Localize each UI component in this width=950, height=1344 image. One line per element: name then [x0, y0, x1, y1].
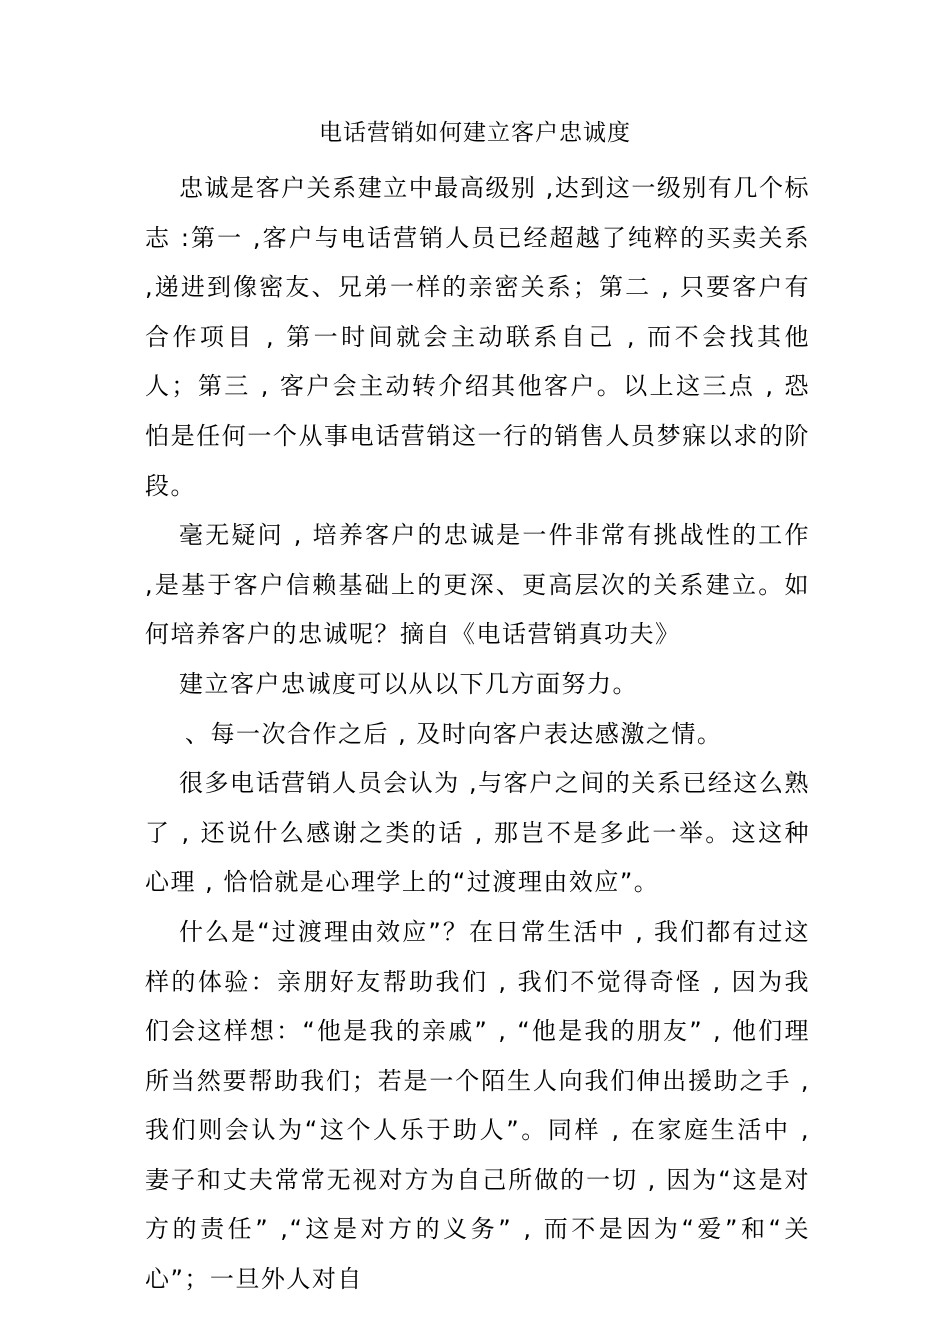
paragraph: 毫无疑问 , 培养客户的忠诚是一件非常有挑战性的工作 ,是基于客户信赖基础上的更深、更高层次的关系建立。如何培养客户的忠诚呢？摘自《电话营销真功夫》: [145, 521, 810, 649]
document-title: 电话营销如何建立客户忠诚度: [319, 120, 631, 146]
paragraph: 忠诚是客户关系建立中最高级别 ,达到这一级别有几个标志 :第一 ,客户与电话营销人员已经超越了纯粹的买卖关系 ,递进到像密友、兄弟一样的亲密关系；第二 , 只要客户有合作项目 , 第一时间就会主动联系自己 , 而不会找其他人；第三 , 客户会主动转介绍其他客户。以上这三点 , 恐怕是任何一个从事电话营销这一行的销售人员梦寐以求的阶段。: [145, 174, 810, 500]
paragraph: 建立客户忠诚度可以从以下几方面努力。: [179, 669, 638, 698]
document-body: [145, 164, 810, 1305]
paragraph: 什么是“过渡理由效应”？在日常生活中 , 我们都有过这样的体验：亲朋好友帮助我们 , 我们不觉得奇怪 , 因为我们会这样想：“他是我的亲戚” , “他是我的朋友” , 他们理所当然要帮助我们；若是一个陌生人向我们伸出援助之手 , 我们则会认为“这个人乐于助人”。同样 , 在家庭生活中 , 妻子和丈夫常常无视对方为自己所做的一切 , 因为“这是对方的责任” ,“这是对方的义务” , 而不是因为“爱”和“关心”；一旦外人对自: [145, 917, 810, 1294]
list-item: 、每一次合作之后 , 及时向客户表达感激之情。: [185, 719, 723, 748]
paragraph: 很多电话营销人员会认为 ,与客户之间的关系已经这么熟了 , 还说什么感谢之类的话 , 那岂不是多此一举。这这种心理 , 恰恰就是心理学上的“过渡理由效应”。: [145, 769, 810, 897]
